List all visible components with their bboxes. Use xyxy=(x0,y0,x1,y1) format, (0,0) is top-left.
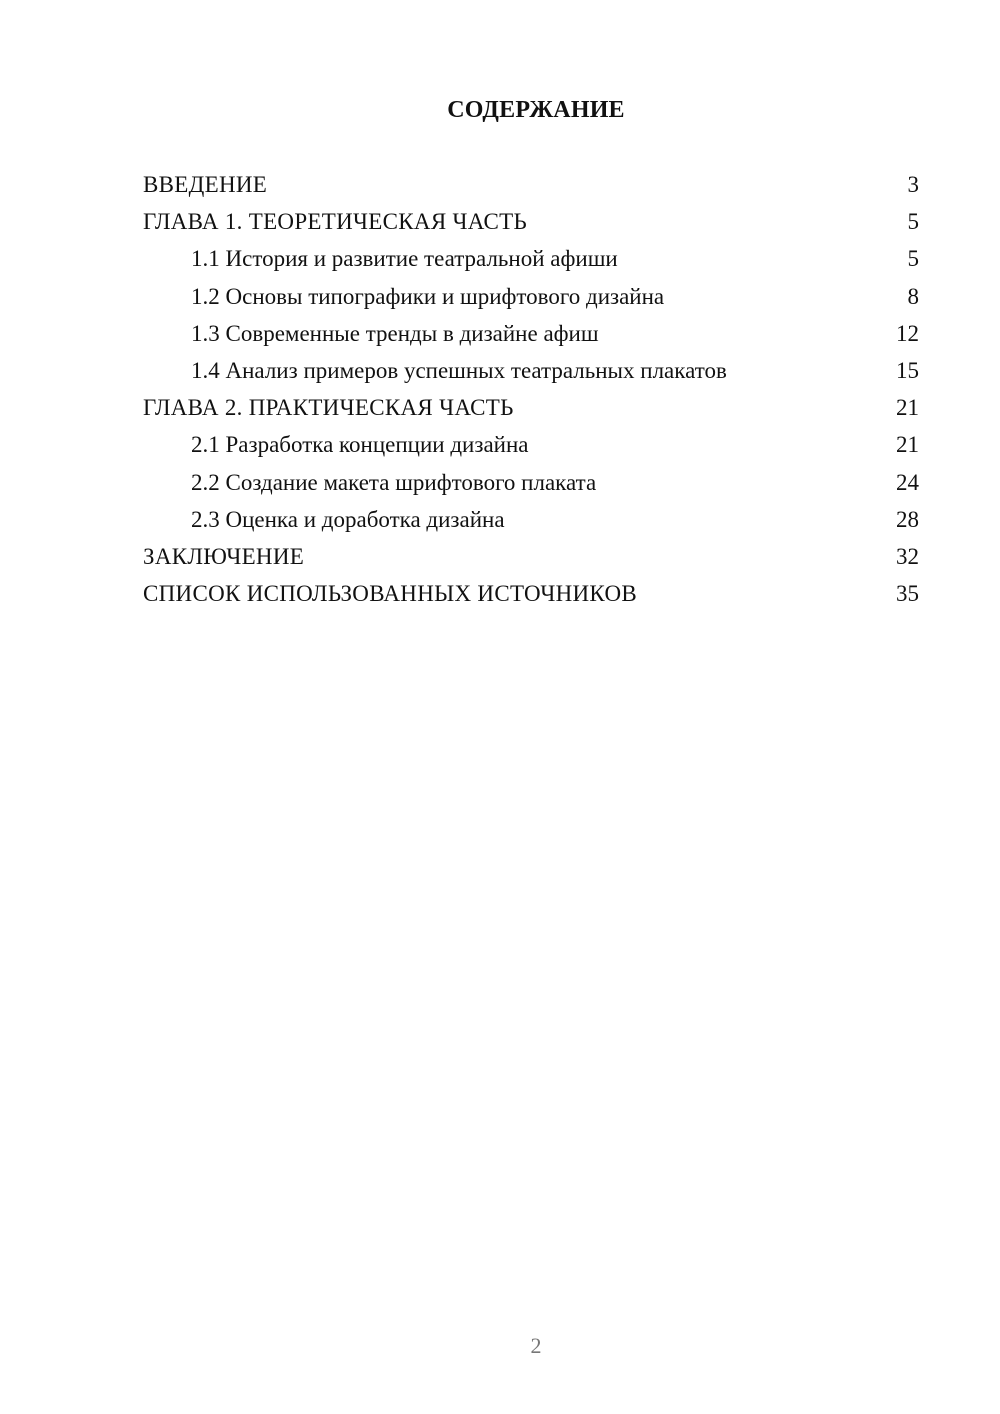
toc-entry-label: ЗАКЛЮЧЕНИЕ xyxy=(143,543,305,569)
toc-entry-label: 2.1 Разработка концепции дизайна xyxy=(191,432,529,458)
toc-entry-section-1-3[interactable] xyxy=(143,315,919,352)
toc-entry-label: ВВЕДЕНИЕ xyxy=(143,172,268,197)
toc-entry-section-1-2[interactable] xyxy=(143,278,919,315)
toc-entry-page: 5 xyxy=(907,209,919,235)
toc-entry-chapter-1[interactable] xyxy=(143,203,919,240)
page-number: 2 xyxy=(530,1333,542,1358)
toc-entry-label: ГЛАВА 1. ТЕОРЕТИЧЕСКАЯ ЧАСТЬ xyxy=(143,209,528,235)
toc-entry-section-2-1[interactable] xyxy=(143,426,919,463)
toc-entry-label: ГЛАВА 2. ПРАКТИЧЕСКАЯ ЧАСТЬ xyxy=(143,395,514,421)
table-of-contents xyxy=(143,166,919,612)
toc-entry-page: 8 xyxy=(907,283,919,309)
toc-entry-section-1-4[interactable] xyxy=(143,352,919,389)
toc-entry-page: 35 xyxy=(896,581,919,607)
toc-entry-page: 21 xyxy=(896,432,919,458)
toc-entry-conclusion[interactable] xyxy=(143,538,919,575)
toc-entry-page: 21 xyxy=(896,395,919,421)
toc-entry-chapter-2[interactable] xyxy=(143,389,919,426)
toc-entry-label: 1.1 История и развитие театральной афиши xyxy=(191,246,618,272)
toc-entry-section-2-3[interactable] xyxy=(143,501,919,538)
page-title: СОДЕРЖАНИЕ xyxy=(447,97,625,123)
toc-entry-label: 1.4 Анализ примеров успешных театральных плакатов xyxy=(191,357,727,383)
toc-entry-section-2-2[interactable] xyxy=(143,464,919,501)
toc-entry-references[interactable] xyxy=(143,575,919,612)
toc-entry-page: 5 xyxy=(907,246,919,272)
toc-entry-label: 2.2 Создание макета шрифтового плаката xyxy=(191,469,597,495)
toc-entry-page: 12 xyxy=(896,320,919,346)
toc-entry-page: 24 xyxy=(896,469,919,495)
toc-entry-page: 32 xyxy=(896,543,919,569)
toc-entry-label: 1.2 Основы типографики и шрифтового дизайна xyxy=(191,283,665,309)
toc-entry-label: СПИСОК ИСПОЛЬЗОВАННЫХ ИСТОЧНИКОВ xyxy=(143,581,638,607)
toc-entry-page: 3 xyxy=(907,172,919,197)
toc-entry-page: 15 xyxy=(896,357,919,383)
toc-entry-section-1-1[interactable] xyxy=(143,240,919,277)
toc-entry-introduction[interactable] xyxy=(143,166,919,203)
toc-entry-page: 28 xyxy=(896,506,919,532)
toc-entry-label: 2.3 Оценка и доработка дизайна xyxy=(191,506,505,532)
toc-entry-label: 1.3 Современные тренды в дизайне афиш xyxy=(191,320,599,346)
